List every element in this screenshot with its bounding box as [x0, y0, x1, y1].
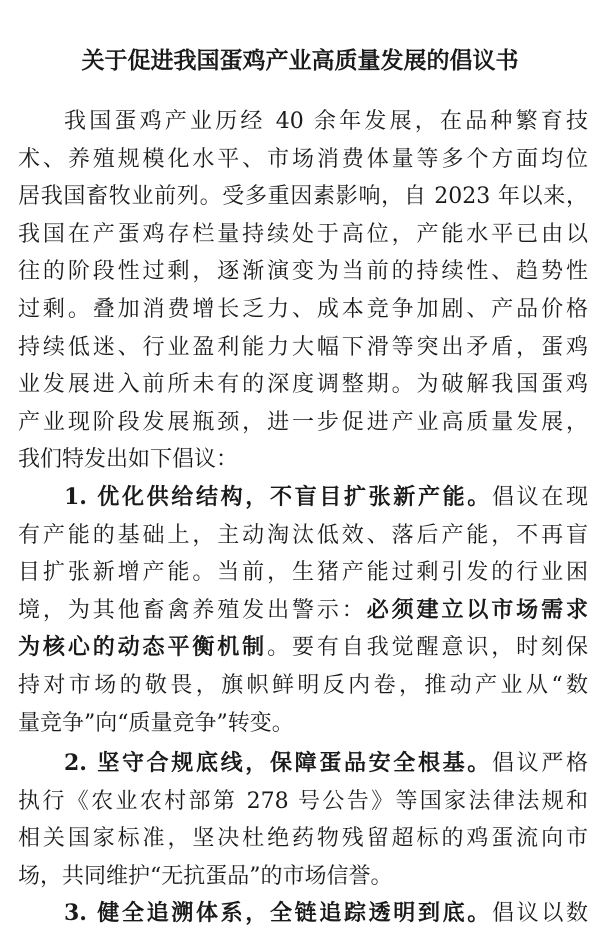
body-text: 量竞争”向“质量竞争”转变。 [18, 710, 294, 736]
bold-text: 2. 坚守合规底线，保障蛋品安全根基。 [64, 750, 492, 777]
body-text: 过剩。叠加消费增长乏力、成本竞争加剧、产品价格 [18, 296, 588, 322]
body-text: 居我国畜牧业前列。受多重因素影响，自 2023 年以来， [18, 184, 588, 210]
body-line [18, 479, 588, 517]
body-text: 我们特发出如下倡议： [18, 447, 239, 473]
body-text: 我国蛋鸡产业历经 40 余年发展，在品种繁育技 [64, 109, 588, 134]
body-line [18, 253, 588, 291]
document-title: 关于促进我国蛋鸡产业高质量发展的倡议书 [81, 47, 519, 74]
body-text: 目扩张新增产能。当前，生猪产能过剩引发的行业困 [18, 560, 588, 586]
body-line [18, 404, 588, 442]
body-line [18, 141, 588, 179]
body-line [18, 178, 588, 216]
body-line [18, 517, 588, 555]
body-line [18, 858, 588, 896]
body-text: 倡议以数 [491, 901, 588, 927]
bold-text: 为核心的动态平衡机制 [18, 634, 268, 661]
body-text: 场，共同维护“无抗蛋品”的市场信誉。 [18, 863, 393, 889]
body-line [18, 103, 588, 141]
body-text: 执行《农业农村部第 278 号公告》等国家法律法规和 [18, 788, 588, 814]
body-text: 持续低迷、行业盈利能力大幅下滑等突出矛盾，蛋鸡 [18, 334, 588, 360]
body-line [18, 291, 588, 329]
bold-text: 必须建立以市场需求 [366, 596, 588, 623]
body-text: 持对市场的敬畏，旗帜鲜明反内卷，推动产业从“数 [18, 672, 588, 698]
body-line [18, 745, 588, 783]
body-text: 我国在产蛋鸡存栏量持续处于高位，产能水平已由以 [18, 221, 588, 247]
body-line [18, 705, 588, 743]
body-text: 相关国家标准，坚决杜绝药物残留超标的鸡蛋流向市 [18, 826, 588, 852]
body-text: 往的阶段性过剩，逐渐演变为当前的持续性、趋势性 [18, 259, 588, 285]
body-line [18, 592, 588, 630]
body-text: 产业现阶段发展瓶颈，进一步促进产业高质量发展， [18, 409, 588, 435]
body-text: 倡议在现 [491, 484, 588, 510]
bold-text: 3. 健全追溯体系，全链追踪透明到底。 [64, 900, 492, 927]
document-body [18, 103, 588, 933]
body-line [18, 441, 588, 479]
body-line [18, 554, 588, 592]
body-text: 。要有自我觉醒意识，时刻保 [267, 635, 588, 661]
body-text: 倡议严格 [491, 751, 588, 777]
body-line [18, 366, 588, 404]
body-text: 有产能的基础上，主动淘汰低效、落后产能，不再盲 [18, 522, 588, 548]
body-text: 境，为其他畜禽养殖发出警示： [18, 597, 367, 623]
body-line [18, 820, 588, 858]
body-line [18, 667, 588, 705]
body-line [18, 895, 588, 933]
body-text: 术、养殖规模化水平、市场消费体量等多个方面均位 [18, 146, 588, 172]
bold-text: 1. 优化供给结构，不盲目扩张新产能。 [64, 483, 492, 510]
body-line [18, 329, 588, 367]
body-text: 业发展进入前所未有的深度调整期。为破解我国蛋鸡 [18, 372, 588, 398]
body-line [18, 783, 588, 821]
body-line [18, 216, 588, 254]
body-line [18, 629, 588, 667]
